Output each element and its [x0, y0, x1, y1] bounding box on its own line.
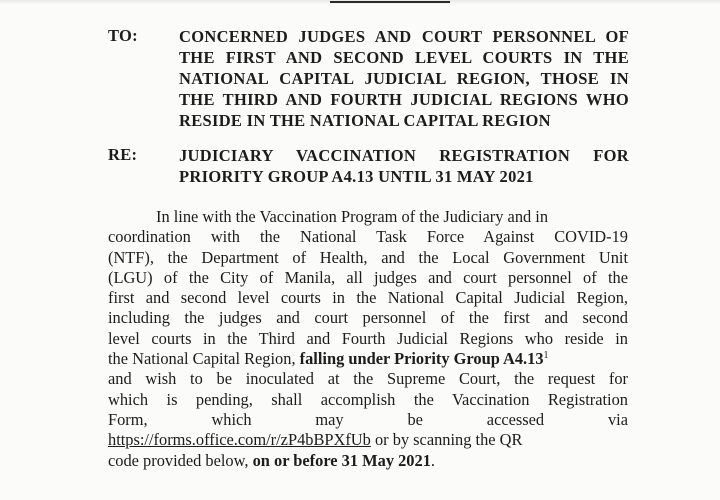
body-text-span: or by scanning the QR: [370, 430, 523, 450]
to-line: RESIDE IN THE NATIONAL CAPITAL REGION: [179, 111, 551, 130]
to-line: CONCERNED JUDGES AND COURT PERSONNEL OF: [179, 27, 629, 46]
body-line: including the judges and court personnel of the first and second: [108, 308, 628, 328]
header-underline: [330, 1, 450, 3]
body-line: In line with the Vaccination Program of the Judiciary and in: [156, 207, 549, 226]
body-line: [108, 451, 628, 471]
body-line: first and second level courts in the National Capital Judicial Region,: [108, 288, 628, 308]
registration-form-link[interactable]: https://forms.office.com/r/zP4bBPXfUb: [108, 430, 371, 450]
re-line: JUDICIARY VACCINATION REGISTRATION FOR: [179, 146, 629, 165]
body-paragraph: [108, 207, 628, 471]
body-text-span: code provided below,: [108, 450, 253, 470]
body-line: Form, which may be accessed via: [108, 409, 628, 429]
to-line: NATIONAL CAPITAL JUDICIAL REGION, THOSE IN: [179, 69, 629, 88]
body-line: (LGU) of the City of Manila, all judges and court personnel of the: [108, 267, 628, 287]
body-text-span: .: [430, 450, 436, 470]
re-subject: [179, 145, 629, 187]
to-label: TO:: [108, 26, 138, 45]
body-line: (NTF), the Department of Health, and the Local Government Unit: [108, 247, 628, 267]
body-line: level courts in the Third and Fourth Judicial Regions who reside in: [108, 328, 628, 348]
body-line: and wish to be inoculated at the Supreme Court, the request for: [108, 369, 628, 389]
body-line: [108, 430, 628, 450]
to-addressees: [179, 26, 629, 131]
re-line: PRIORITY GROUP A4.13 UNTIL 31 MAY 2021: [179, 167, 534, 186]
to-line: THE THIRD AND FOURTH JUDICIAL REGIONS WHO: [179, 90, 629, 109]
body-text-span: the National Capital Region,: [108, 349, 300, 369]
body-line: [108, 349, 628, 369]
deadline-emphasis: on or before 31 May 2021: [252, 450, 431, 470]
priority-group-emphasis: falling under Priority Group A4.13: [299, 349, 544, 369]
footnote-ref[interactable]: 1: [543, 350, 549, 362]
body-line: coordination with the National Task Force Against COVID-19: [108, 227, 628, 247]
to-line: THE FIRST AND SECOND LEVEL COURTS IN THE: [179, 48, 629, 67]
body-line: which is pending, shall accomplish the Vaccination Registration: [108, 389, 628, 409]
re-label: RE:: [108, 145, 138, 164]
